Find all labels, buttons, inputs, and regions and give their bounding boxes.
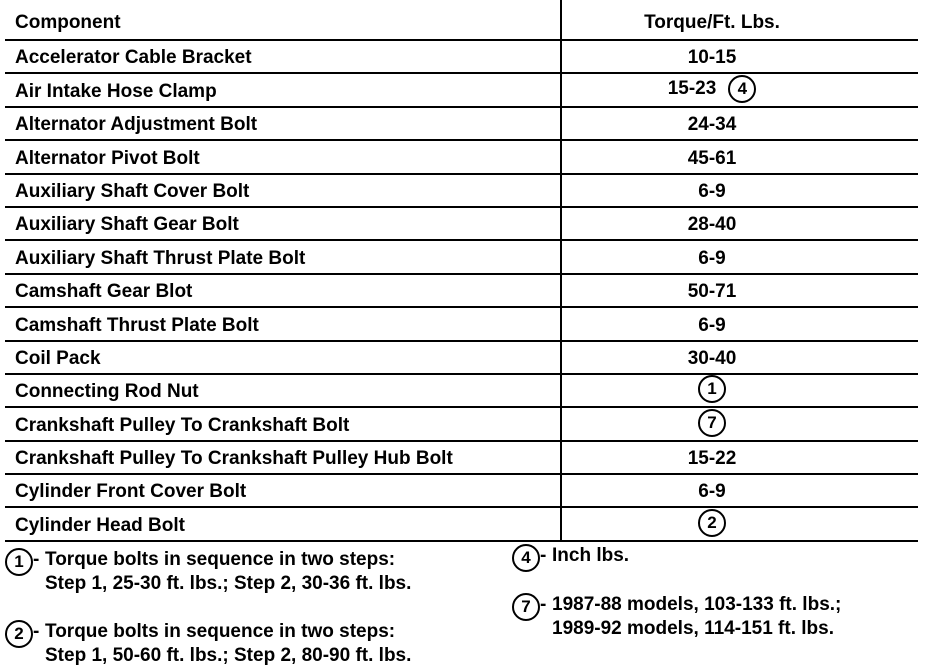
component-cell: Connecting Rod Nut <box>15 381 199 403</box>
footnote-ref-marker: 7 <box>698 409 726 437</box>
torque-value: 6-9 <box>698 180 726 202</box>
footnote-marker: 7 <box>512 593 540 621</box>
torque-cell <box>562 409 862 437</box>
table-row <box>5 308 918 341</box>
table-body <box>5 41 918 542</box>
table-row <box>5 342 918 375</box>
torque-cell <box>562 148 862 170</box>
footnote-marker: 2 <box>5 620 33 648</box>
component-cell: Accelerator Cable Bracket <box>15 47 252 69</box>
footnote-text: Step 1, 25-30 ft. lbs.; Step 2, 30-36 ft. lbs. <box>45 573 412 594</box>
torque-cell <box>562 509 862 537</box>
table-row <box>5 241 918 274</box>
table-row <box>5 175 918 208</box>
torque-value: 6-9 <box>698 247 726 269</box>
component-cell: Air Intake Hose Clamp <box>15 80 217 102</box>
component-cell: Alternator Adjustment Bolt <box>15 114 258 136</box>
footnote-ref-marker: 1 <box>698 375 726 403</box>
component-cell: Auxiliary Shaft Gear Bolt <box>15 214 239 236</box>
component-cell: Crankshaft Pulley To Crankshaft Pulley Hub Bolt <box>15 448 453 470</box>
torque-value: 30-40 <box>687 347 737 369</box>
footnote-text: Torque bolts in sequence in two steps: <box>45 621 396 642</box>
table-row <box>5 108 918 141</box>
column-header-torque: Torque/Ft. Lbs. <box>644 12 780 33</box>
component-cell: Cylinder Front Cover Bolt <box>15 481 247 503</box>
torque-value: 50-71 <box>687 281 737 303</box>
footnote-text: 1989-92 models, 114-151 ft. lbs. <box>552 618 834 639</box>
torque-value: 24-34 <box>687 114 737 136</box>
table-row <box>5 141 918 174</box>
table-row <box>5 275 918 308</box>
torque-cell <box>562 181 862 203</box>
torque-cell <box>562 448 862 470</box>
component-cell: Crankshaft Pulley To Crankshaft Bolt <box>15 414 350 436</box>
table-row <box>5 375 918 408</box>
component-cell: Camshaft Gear Blot <box>15 281 193 303</box>
torque-value: 10-15 <box>687 47 737 69</box>
footnote-text: 1987-88 models, 103-133 ft. lbs.; <box>552 594 842 615</box>
torque-cell <box>562 481 862 503</box>
torque-cell <box>562 214 862 236</box>
table-row <box>5 475 918 508</box>
torque-cell <box>562 75 862 103</box>
footnote-ref-marker: 2 <box>698 509 726 537</box>
torque-cell <box>562 47 862 69</box>
component-cell: Auxiliary Shaft Thrust Plate Bolt <box>15 247 306 269</box>
footnote-marker: 4 <box>512 544 540 572</box>
component-cell: Alternator Pivot Bolt <box>15 147 200 169</box>
torque-value: 15-22 <box>687 448 737 470</box>
torque-cell <box>562 248 862 270</box>
component-cell: Auxiliary Shaft Cover Bolt <box>15 180 250 202</box>
torque-value: 6-9 <box>698 314 726 336</box>
table-row <box>5 408 918 441</box>
torque-cell <box>562 375 862 403</box>
torque-value: 6-9 <box>698 481 726 503</box>
component-cell: Cylinder Head Bolt <box>15 514 185 536</box>
footnote-text: Step 1, 50-60 ft. lbs.; Step 2, 80-90 ft. lbs. <box>45 645 412 666</box>
table-row <box>5 508 918 541</box>
torque-cell <box>562 281 862 303</box>
footnote-text: Inch lbs. <box>552 545 630 566</box>
torque-value: 45-61 <box>687 147 737 169</box>
table-row <box>5 442 918 475</box>
component-cell: Camshaft Thrust Plate Bolt <box>15 314 259 336</box>
torque-value: 15-23 <box>667 77 717 99</box>
table-header <box>5 0 918 41</box>
table-row <box>5 41 918 74</box>
footnote-text: Torque bolts in sequence in two steps: <box>45 549 396 570</box>
column-header-component: Component <box>15 12 121 33</box>
table-row <box>5 74 918 107</box>
torque-cell <box>562 348 862 370</box>
torque-table <box>5 0 918 542</box>
footnote-ref-marker: 4 <box>728 75 756 103</box>
torque-cell <box>562 114 862 136</box>
table-row <box>5 208 918 241</box>
torque-value: 28-40 <box>687 214 737 236</box>
torque-cell <box>562 315 862 337</box>
footnote-marker: 1 <box>5 548 33 576</box>
component-cell: Coil Pack <box>15 347 101 369</box>
